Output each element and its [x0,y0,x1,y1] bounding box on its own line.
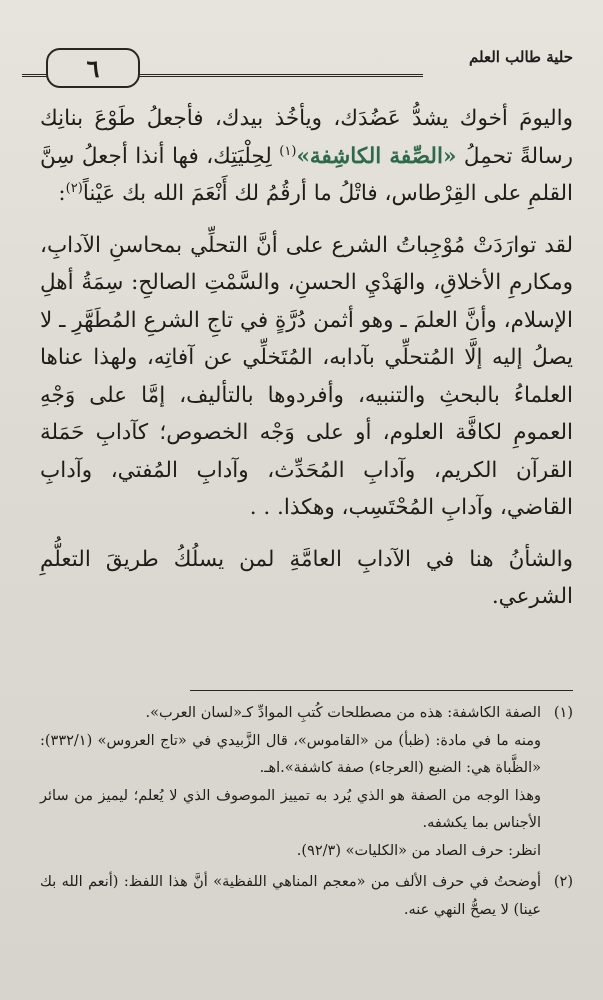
footnote-text [40,869,541,924]
main-text [40,100,573,616]
footnote-text [40,700,541,865]
footnote-line: الصفة الكاشفة: هذه من مصطلحات كُتبِ الموادِّ كـ«لسان العرب». [145,705,541,721]
paragraph-1-part-c: : [58,181,66,206]
footnote-1 [40,700,573,865]
footnote-number: (٢) [553,874,573,890]
footnote-number: (١) [553,705,573,721]
footnotes [40,700,573,924]
paragraph-3: والشأنُ هنا في الآدابِ العامَّةِ لمن يسلُكُ طريقَ التعلُّمِ الشرعي. [40,546,573,609]
page-number-box [46,48,140,88]
footnote-ref-2: (٢) [65,180,83,196]
footnote-line: أوضحتُ في حرف الألف من «معجم المناهي اللفظية» أنَّ هذا اللفظ: (أنعم الله بك عينا) لا يصحُّ النهي عنه. [40,874,542,918]
page-header [22,38,573,88]
footnote-ref-1: (١) [279,143,297,159]
paragraph-2: لقد توارَدَتْ مُوْجِباتُ الشرع على أنَّ التحلِّي بمحاسنِ الآدابِ، ومكارمِ الأخلاقِ، والهَدْيِ الحسنِ، والسَّمْتِ الصالحِ: سِمَةُ أهلِ الإسلام، وأنَّ العلمَ ـ وهو أثمن دُرَّةٍ في تاجِ الشرعِ المُطَهَّرِ ـ لا يصلُ إليه إلَّا المُتحلِّي بآدابه، المُتَخلِّي عن آفاتِه، ولهذا عناها العلماءُ بالبحثِ والتنبيه، وأفردوها بالتأليف، إمَّا على وَجْهِ العمومِ لكافَّة العلوم، أو على وَجْه الخصوص؛ كآدابِ حَمَلة القرآن الكريم، وآدابِ المُحَدِّث، وآدابِ المُفتي، وآدابِ القاضي، وآدابِ المُحْتَسِب، وهكذا. . . [40,232,573,520]
footnote-line: ومنه ما في مادة: (ظبأ) من «القاموس»، قال الزَّبيدي في «تاج العروس» (٣٣٢/١): «الظَّباة هي: الضبع (العرجاء) صفة كاشفة».اهـ. [40,732,541,776]
footnote-separator [190,690,573,691]
paragraph-1 [40,100,573,213]
footnote-line: وهذا الوجه من الصفة هو الذي يُرد به تمييز الموصوف الذي لا يُعلم؛ ليميز من سائر الأجناس بما يكشفه. [40,787,541,831]
page-number: ٦ [86,53,100,83]
running-title: حلية طالب العلم [469,48,573,66]
paragraph-1-part-a: واليومَ أخوك يشدُّ عَضُدَك، ويأخُذ بيدك، فأجعلُ طَوْعَ بنانِك رسالةً تحمِلُ [40,106,573,169]
footnote-line: انظر: حرف الصاد من «الكليات» (٩٢/٣). [296,842,541,859]
highlighted-term: «الصِّفة الكاشِفة» [296,143,457,169]
paragraph-1-part-b: لِحِلْيَتِك، فها أنذا أجعلُ سِنَّ القلمِ على القِرْطاس، فاتْلُ ما أرقُمُ لك أَنْعَمَ الله بك عَيْناً [40,143,573,206]
footnote-2 [40,869,573,924]
